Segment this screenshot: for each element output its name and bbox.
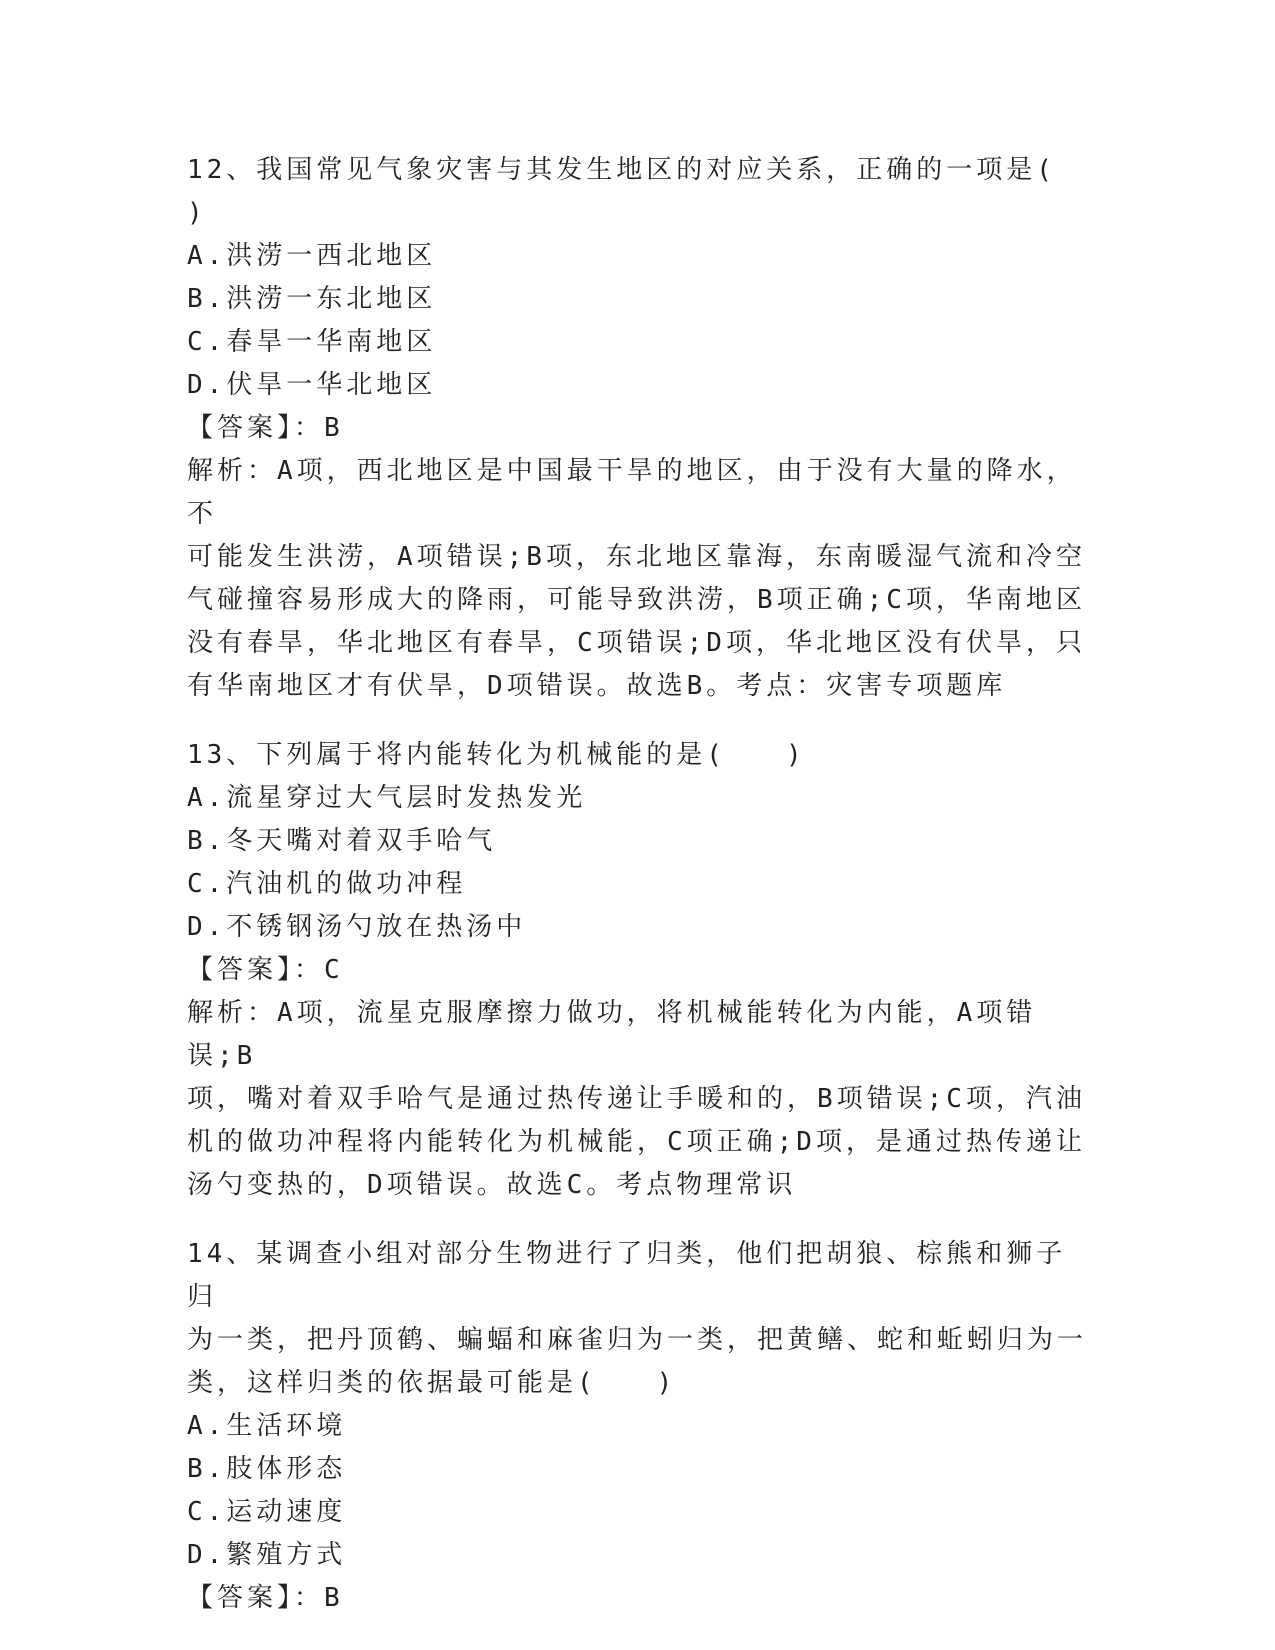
analysis-line: 机的做功冲程将内能转化为机械能，C项正确;D项，是通过热传递让 — [187, 1127, 1086, 1157]
question-stem-line: ) — [187, 198, 207, 228]
answer-line: 【答案】：B — [187, 413, 344, 443]
question-stem-line: 12、我国常见气象灾害与其发生地区的对应关系，正确的一项是( — [187, 155, 1056, 185]
analysis-line: 有华南地区才有伏旱，D项错误。故选B。考点：灾害专项题库 — [187, 671, 1007, 701]
question-stem-line: 为一类，把丹顶鹤、蝙蝠和麻雀归为一类，把黄鳝、蛇和蚯蚓归为一 — [187, 1325, 1088, 1355]
analysis-line: 可能发生洪涝，A项错误;B项，东北地区靠海，东南暖湿气流和冷空 — [187, 542, 1086, 572]
option-a: A.流星穿过大气层时发热发光 — [187, 783, 587, 813]
analysis-line: 汤勺变热的，D项错误。故选C。考点物理常识 — [187, 1170, 797, 1200]
analysis-line: 解析：A项，流星克服摩擦力做功，将机械能转化为内能，A项错误;B — [187, 998, 1037, 1071]
question-13 — [187, 734, 1087, 1207]
option-c: C.运动速度 — [187, 1497, 347, 1527]
analysis-line: 项，嘴对着双手哈气是通过热传递让手暖和的，B项错误;C项，汽油 — [187, 1084, 1086, 1114]
document-page — [187, 149, 1087, 1620]
question-12 — [187, 149, 1087, 708]
option-c: C.汽油机的做功冲程 — [187, 869, 467, 899]
analysis-line: 解析：A项，西北地区是中国最干旱的地区，由于没有大量的降水，不 — [187, 456, 1077, 529]
answer-line: 【答案】：B — [187, 1583, 344, 1613]
answer-line: 【答案】：C — [187, 955, 344, 985]
option-c: C.春旱一华南地区 — [187, 327, 437, 357]
option-b: B.洪涝一东北地区 — [187, 284, 437, 314]
analysis-line: 没有春旱，华北地区有春旱，C项错误;D项，华北地区没有伏旱，只 — [187, 628, 1086, 658]
question-stem-line: 14、某调查小组对部分生物进行了归类，他们把胡狼、棕熊和狮子归 — [187, 1239, 1067, 1312]
question-stem-line: 类，这样归类的依据最可能是( ) — [187, 1368, 677, 1398]
analysis-line: 气碰撞容易形成大的降雨，可能导致洪涝，B项正确;C项，华南地区 — [187, 585, 1086, 615]
option-b: B.肢体形态 — [187, 1454, 347, 1484]
option-a: A.洪涝一西北地区 — [187, 241, 437, 271]
option-d: D.不锈钢汤勺放在热汤中 — [187, 912, 527, 942]
option-d: D.伏旱一华北地区 — [187, 370, 437, 400]
option-d: D.繁殖方式 — [187, 1540, 347, 1570]
question-stem-line: 13、下列属于将内能转化为机械能的是( ) — [187, 740, 806, 770]
option-a: A.生活环境 — [187, 1411, 347, 1441]
question-14 — [187, 1233, 1087, 1620]
option-b: B.冬天嘴对着双手哈气 — [187, 826, 497, 856]
